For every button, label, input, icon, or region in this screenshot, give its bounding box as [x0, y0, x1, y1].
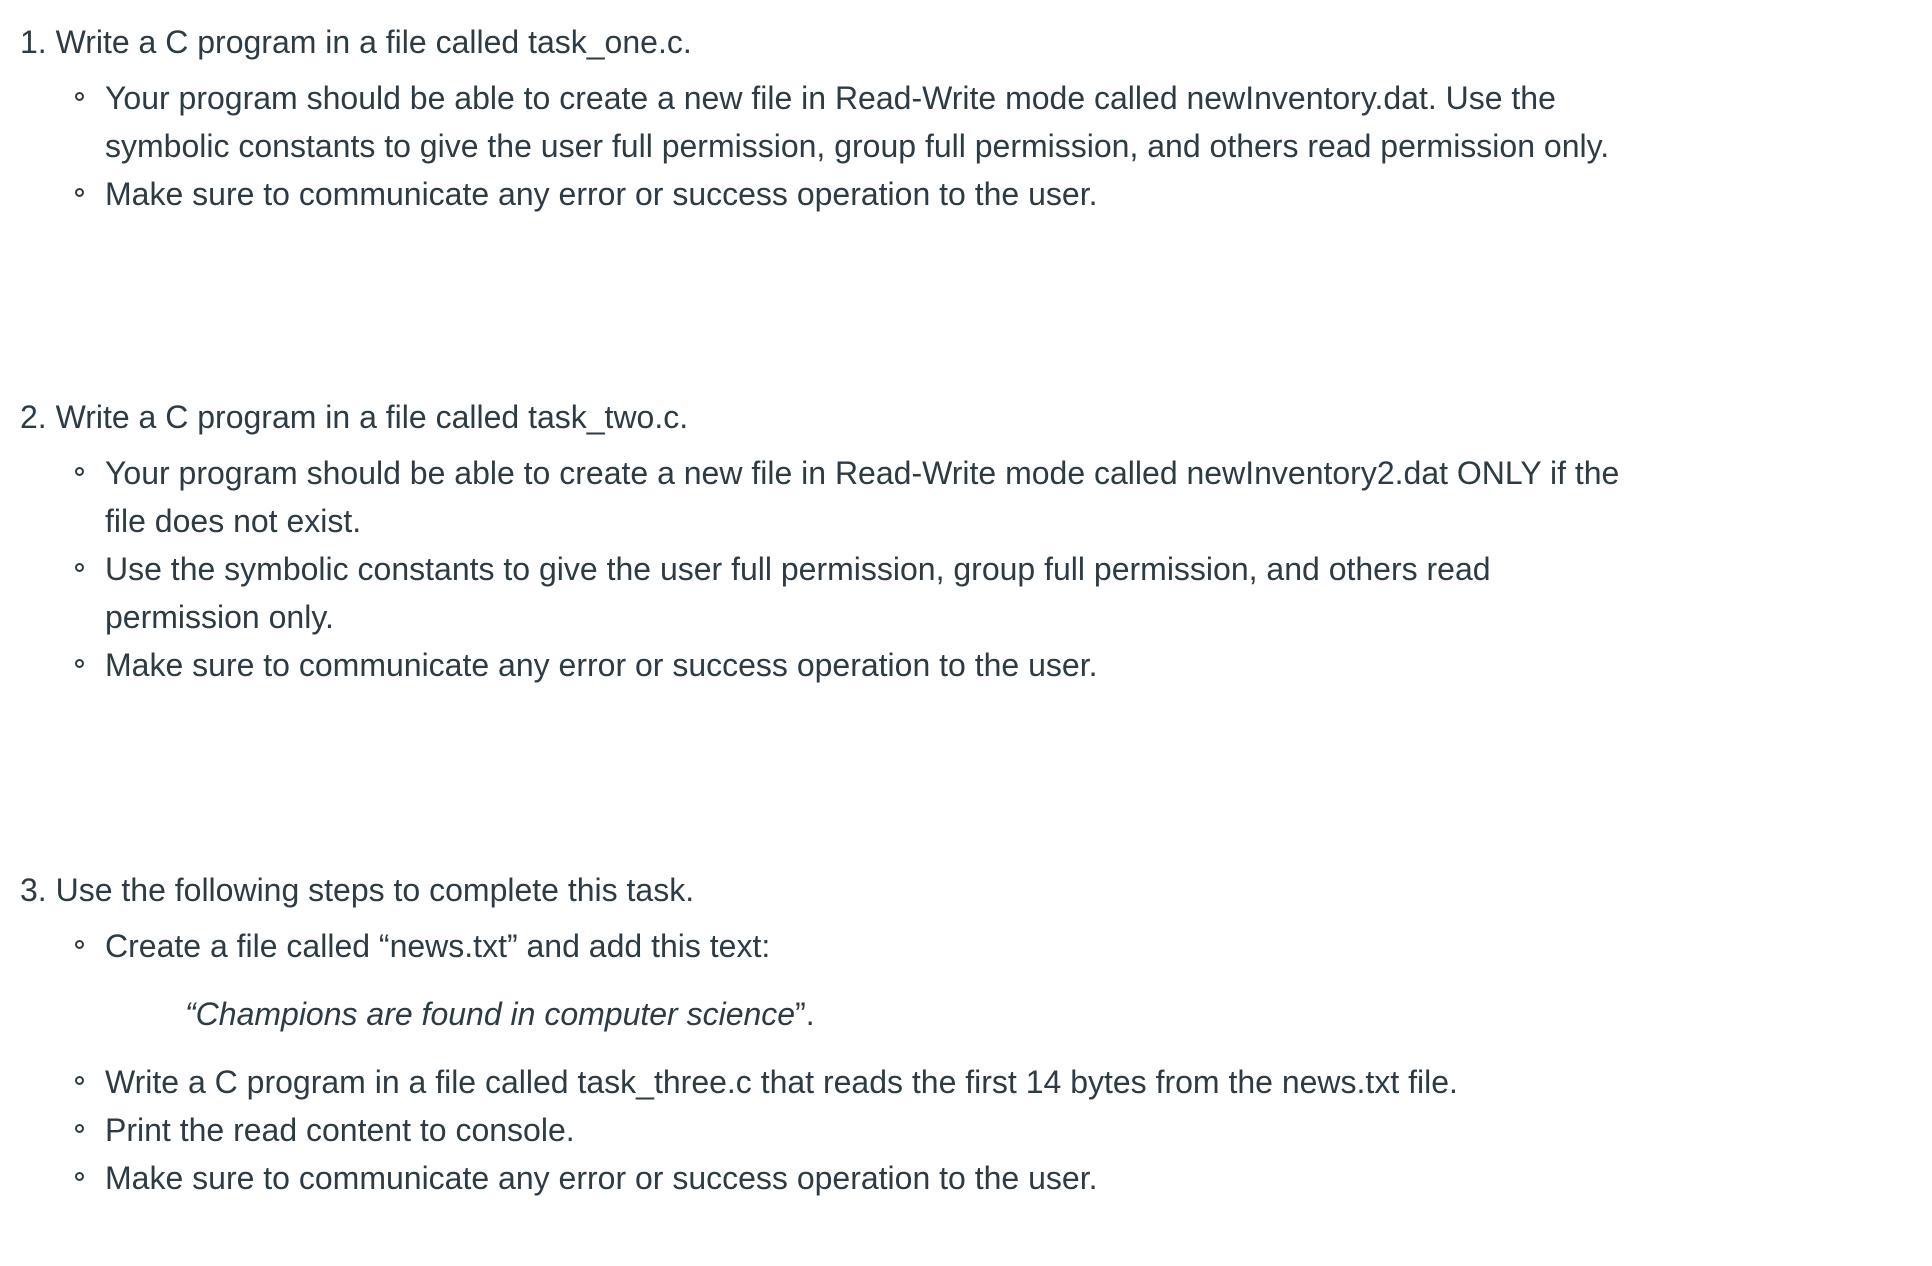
task-two-bullet-list [20, 449, 1640, 689]
task-one-section [20, 18, 1640, 218]
list-item-text: Print the read content to console. [105, 1112, 575, 1148]
list-item [20, 74, 1640, 170]
list-item-text: Make sure to communicate any error or success operation to the user. [105, 1160, 1098, 1196]
list-item-text: Create a file called “news.txt” and add this text: [105, 928, 771, 964]
circle-bullet-icon [75, 1172, 84, 1181]
task-three-section [20, 866, 1640, 1202]
circle-bullet-icon [75, 92, 84, 101]
list-item-text: Make sure to communicate any error or success operation to the user. [105, 176, 1098, 212]
circle-bullet-icon [75, 659, 84, 668]
task-three-bullet-list-top [20, 922, 1640, 970]
list-item [20, 545, 1640, 641]
list-item-text: Make sure to communicate any error or success operation to the user. [105, 647, 1098, 683]
task-one-heading: 1. Write a C program in a file called task_one.c. [20, 24, 692, 60]
quoted-text-suffix: ”. [795, 996, 815, 1032]
list-item-text: Write a C program in a file called task_three.c that reads the first 14 bytes from the news.txt file. [105, 1064, 1458, 1100]
list-item-text: Your program should be able to create a new file in Read-Write mode called newInventory2.dat ONLY if the file does not exist. [105, 455, 1620, 539]
list-item-text: Your program should be able to create a new file in Read-Write mode called newInventory.dat. Use the symbolic constants to give the user full permission, group full permission, and others read permission only. [105, 80, 1610, 164]
circle-bullet-icon [75, 1076, 84, 1085]
task-one-bullet-list [20, 74, 1640, 218]
task-three-heading: 3. Use the following steps to complete this task. [20, 872, 695, 908]
list-item [20, 449, 1640, 545]
circle-bullet-icon [75, 1124, 84, 1133]
circle-bullet-icon [75, 467, 84, 476]
task-three-bullet-list-bottom [20, 1058, 1640, 1202]
quoted-text-block [185, 990, 1640, 1038]
circle-bullet-icon [75, 940, 84, 949]
list-item [20, 641, 1640, 689]
task-two-section [20, 393, 1640, 689]
list-item-text: Use the symbolic constants to give the user full permission, group full permission, and others read permission only. [105, 551, 1491, 635]
list-item [20, 1106, 1640, 1154]
circle-bullet-icon [75, 563, 84, 572]
circle-bullet-icon [75, 188, 84, 197]
list-item [20, 1154, 1640, 1202]
list-item [20, 922, 1640, 970]
list-item [20, 170, 1640, 218]
task-two-heading: 2. Write a C program in a file called task_two.c. [20, 399, 689, 435]
quoted-text: “Champions are found in computer science [185, 996, 796, 1032]
list-item [20, 1058, 1640, 1106]
